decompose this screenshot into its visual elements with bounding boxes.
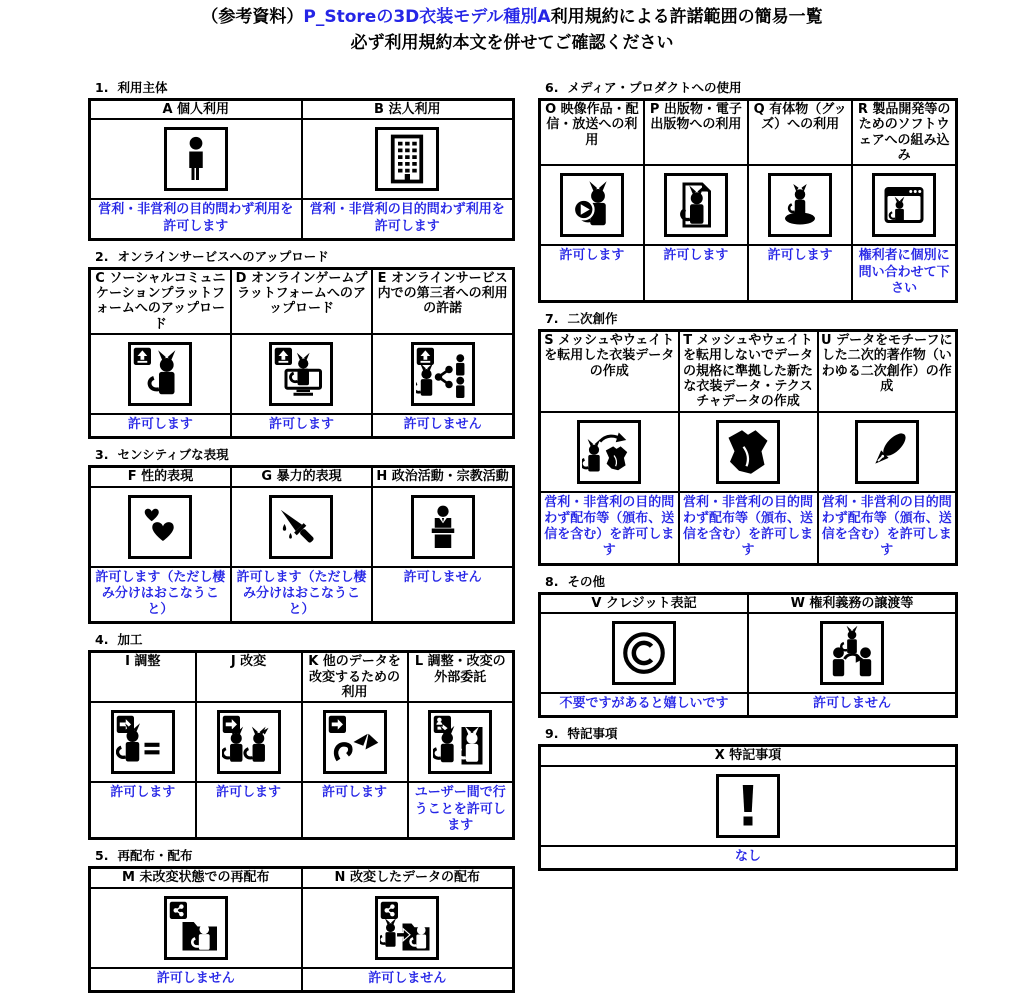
cell-result: 許可しません [372,567,513,623]
cell-icon [90,487,231,567]
publication-icon [664,173,728,237]
cell-header: M 未改変状態での再配布 [90,868,302,888]
cell-icon [372,487,513,567]
mesh-reuse-icon [577,420,641,484]
outsource-icon [428,710,492,774]
cell-icon [90,119,302,199]
section-number: 7. [545,311,559,327]
cell-icon [748,613,957,693]
cell-icon [302,119,514,199]
permission-table [538,592,958,719]
left-column [88,80,515,1001]
section-label [545,311,958,326]
person-icon [164,127,228,191]
cell-result: 営利・非営利の目的問わず配布等（頒布、送信を含む）を許可します [540,492,679,565]
upload-social-icon [128,342,192,406]
cell-icon [540,412,679,492]
section-label [545,726,958,741]
knife-icon [269,495,333,559]
cell-header: U データをモチーフにした二次的著作物（いわゆる二次創作）の作成 [818,331,957,412]
building-icon [375,127,439,191]
cell-header: I 調整 [90,652,196,702]
cell-result: 許可します [90,414,231,438]
modify-cats-icon [217,710,281,774]
page-title-line2: 必ず利用規約本文を併せてご確認ください [350,32,674,53]
modify-other-data-icon [323,710,387,774]
cell-header: V クレジット表記 [540,593,749,613]
section-label [95,447,515,462]
exclamation-icon [716,774,780,838]
section-title: 加工 [117,632,143,648]
section-number: 9. [545,726,559,742]
section-number: 1. [95,80,109,95]
third-party-license-icon [411,342,475,406]
goods-figure-icon [768,173,832,237]
cell-icon [540,613,749,693]
cell-header: S メッシュやウェイトを転用した衣装データの作成 [540,331,679,412]
distribute-modified-icon [375,896,439,960]
right-column [538,80,958,879]
title-accent: P_Storeの3D衣装モデル種別A [303,7,551,27]
cell-header: X 特記事項 [540,746,957,766]
cell-header: A 個人利用 [90,100,302,120]
cell-header: H 政治活動・宗教活動 [372,467,513,487]
cell-header: C ソーシャルコミュニケーションプラットフォームへのアップロード [90,268,231,334]
cell-icon [748,165,852,245]
section-title: メディア・プロダクトへの使用 [567,80,742,95]
cell-icon [90,888,302,968]
cell-header: W 権利義務の譲渡等 [748,593,957,613]
cell-header: P 出版物・電子出版物への利用 [644,100,748,166]
permission-table [88,866,515,993]
section-label [95,80,515,95]
hearts-icon [128,495,192,559]
cell-icon [302,702,408,782]
new-costume-icon [716,420,780,484]
permission-table [88,465,515,624]
section-1 [88,80,515,241]
section-title: 再配布・配布 [117,848,193,864]
cell-result: 許可します（ただし棲み分けはおこなうこと） [90,567,231,623]
title-suffix: 利用規約による許諾範囲の簡易一覧 [550,7,823,27]
copyright-icon [612,621,676,685]
section-number: 2. [95,248,109,264]
software-embed-icon [872,173,936,237]
cell-icon [644,165,748,245]
cell-header: B 法人利用 [302,100,514,120]
cell-header: O 映像作品・配信・放送への利用 [540,100,644,166]
section-9 [538,726,958,871]
section-number: 4. [95,632,109,648]
permission-table [88,267,515,440]
section-title: オンラインサービスへのアップロード [117,248,329,264]
cell-icon [408,702,514,782]
section-title: その他 [567,573,605,589]
cell-result: 許可しません [90,968,302,992]
cell-result: 権利者に個別に問い合わせて下さい [852,245,956,301]
redistribute-folder-icon [164,896,228,960]
cell-result: 営利・非営利の目的問わず利用を許可します [90,199,302,239]
cell-icon [540,766,957,846]
cell-header: J 改変 [196,652,302,702]
cell-icon [231,334,372,414]
section-title: 特記事項 [567,726,618,742]
cell-result: 許可しません [748,693,957,717]
podium-speaker-icon [411,495,475,559]
cell-icon [90,702,196,782]
cell-result: 許可します [540,245,644,301]
cell-icon [372,334,513,414]
section-5 [88,848,515,993]
page-title-line1 [0,5,1024,31]
cell-result: 許可します [644,245,748,301]
cell-result: 許可します [231,414,372,438]
cell-result: 許可します [196,782,302,838]
section-number: 5. [95,848,109,864]
cell-header: R 製品開発等のためのソフトウェアへの組み込み [852,100,956,166]
section-number: 3. [95,447,109,463]
section-8 [538,574,958,719]
section-label [95,632,515,647]
permission-table [538,98,958,303]
section-number: 6. [545,80,559,95]
section-3 [88,447,515,624]
section-2 [88,249,515,440]
cell-result: 許可します [90,782,196,838]
cell-result: 許可します（ただし棲み分けはおこなうこと） [231,567,372,623]
section-title: 利用主体 [117,80,168,95]
permission-table [538,329,958,566]
permission-table [538,744,958,871]
cell-result: ユーザー間で行うことを許可します [408,782,514,838]
upload-game-icon [269,342,333,406]
cell-result: 許可しません [372,414,513,438]
cell-header: G 暴力的表現 [231,467,372,487]
cell-header: D オンラインゲームプラットフォームへのアップロード [231,268,372,334]
section-number: 8. [545,573,559,589]
cell-header: Q 有体物（グッズ）への利用 [748,100,852,166]
section-label [545,574,958,589]
cell-icon [852,165,956,245]
page-title [0,5,1024,56]
permission-table [88,98,515,241]
cell-icon [679,412,818,492]
cell-icon [231,487,372,567]
adjust-equal-icon [111,710,175,774]
cell-result: 許可しません [302,968,514,992]
section-4 [88,632,515,840]
rights-transfer-icon [820,621,884,685]
cell-result: 許可します [302,782,408,838]
cell-header: K 他のデータを改変するための利用 [302,652,408,702]
section-label [95,848,515,863]
cell-result: 不要ですがあると嬉しいです [540,693,749,717]
video-work-icon [560,173,624,237]
cell-icon [540,165,644,245]
cell-icon [90,334,231,414]
section-label [95,249,515,264]
cell-result: 許可します [748,245,852,301]
cell-result: 営利・非営利の目的問わず配布等（頒布、送信を含む）を許可します [818,492,957,565]
cell-icon [196,702,302,782]
cell-header: L 調整・改変の外部委託 [408,652,514,702]
cell-header: T メッシュやウェイトを転用しないでデータの規格に準拠した新たな衣装データ・テクスチャデータの作成 [679,331,818,412]
fountain-pen-icon [855,420,919,484]
section-title: センシティブな表現 [117,447,229,463]
section-7 [538,311,958,566]
cell-icon [818,412,957,492]
permission-table [88,650,515,840]
title-prefix: （参考資料） [201,7,304,27]
cell-result: 営利・非営利の目的問わず配布等（頒布、送信を含む）を許可します [679,492,818,565]
cell-header: F 性的表現 [90,467,231,487]
cell-result: 営利・非営利の目的問わず利用を許可します [302,199,514,239]
cell-header: E オンラインサービス内での第三者への利用の許諾 [372,268,513,334]
cell-header: N 改変したデータの配布 [302,868,514,888]
section-title: 二次創作 [567,311,618,327]
section-label [545,80,958,95]
cell-icon [302,888,514,968]
section-6 [538,80,958,303]
cell-result: なし [540,846,957,870]
